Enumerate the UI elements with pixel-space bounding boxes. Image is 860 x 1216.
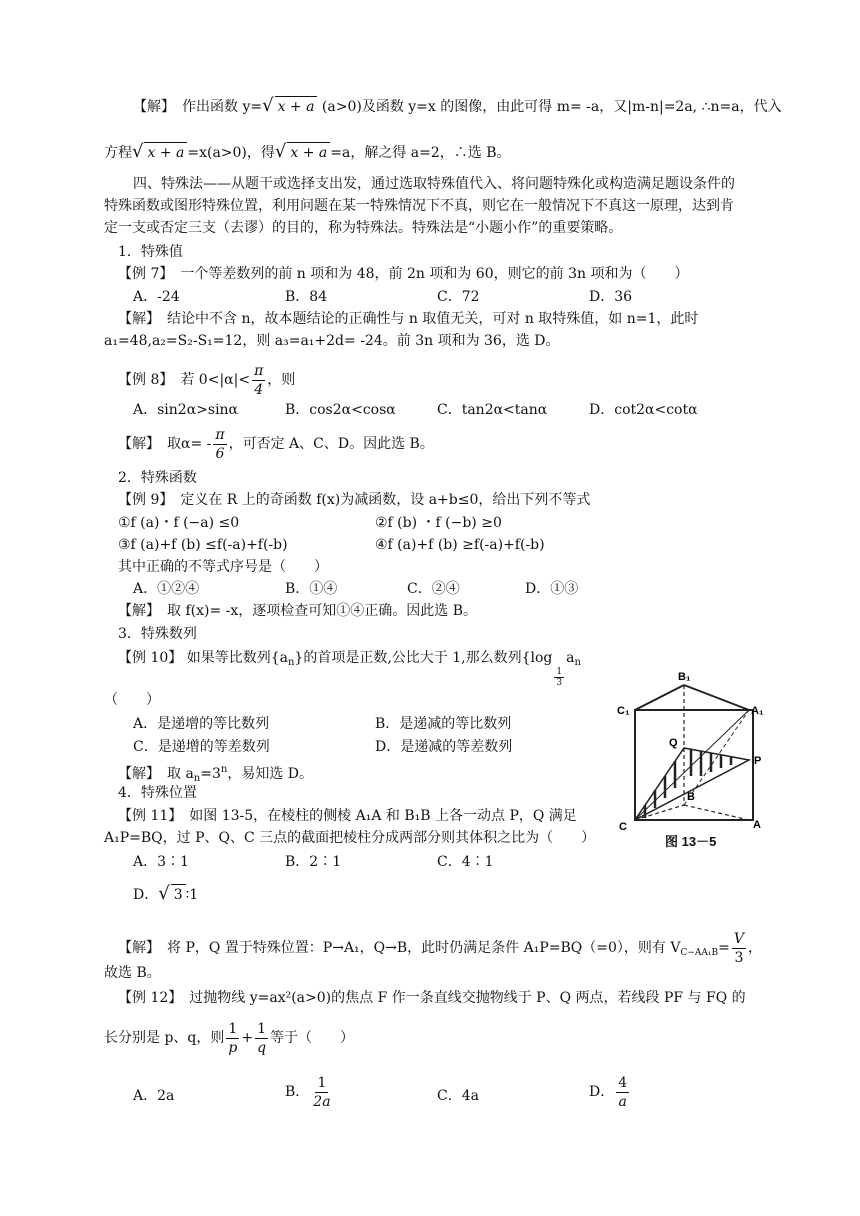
superscript: n: [220, 764, 228, 775]
solution-7-line1: 【解】 结论中不含 n，故本题结论的正确性与 n 取值无关，可对 n 取特殊值，如 n=1，此时: [118, 311, 699, 327]
solution-prev-line1: [133, 96, 782, 117]
numerator: 1: [556, 667, 563, 677]
ex7-option-a: A．-24: [133, 289, 180, 305]
ex9-option-d: D．①③: [525, 581, 579, 597]
example-12-line2: [104, 1018, 354, 1058]
denominator: p: [228, 1039, 238, 1056]
solution-7-line2: a₁=48,a₂=S₂-S₁=12，则 a₃=a₁+2d= -24。前 3n 项和为 36，选 D。: [104, 333, 560, 349]
para-special-2: 特殊函数或图形特殊位置，利用问题在某一特殊情况下不真，则它在一般情况下不真这一原理，达到肯: [104, 198, 734, 214]
numerator: V: [733, 930, 744, 947]
sqrt-sign: √: [274, 141, 287, 162]
fraction: [616, 1074, 629, 1111]
text: D．: [133, 887, 159, 903]
text: B．: [285, 1084, 310, 1100]
subsection-special-function: 2．特殊函数: [118, 470, 197, 486]
sqrt-sign: √: [132, 141, 144, 162]
example-12-line1: 【例 12】 过抛物线 y=ax²(a>0)的焦点 F 作一条直线交抛物线于 P、Q 两点，若线段 PF 与 FQ 的: [118, 990, 746, 1006]
ex12-option-a: A．2a: [133, 1088, 175, 1104]
ex8-option-d: D．cot2α<cotα: [589, 402, 698, 418]
text: ，: [747, 940, 762, 956]
sqrt-sign: √: [262, 95, 274, 116]
ex7-option-d: D．36: [589, 289, 633, 305]
example-11-line2: A₁P=BQ，过 P、Q、C 三点的截面把棱柱分成两部分则其体积之比为（ ）: [104, 830, 596, 846]
subsection-special-sequence: 3．特殊数列: [118, 626, 197, 642]
fraction: [255, 1020, 268, 1057]
ex8-option-b: B．cos2α<cosα: [285, 402, 396, 418]
example-9: 【例 9】 定义在 R 上的奇函数 f(x)为减函数，设 a+b≤0，给出下列不等式: [118, 492, 591, 508]
label-c: C: [619, 821, 627, 833]
sqrt-arg: 3: [171, 884, 186, 905]
text: =a，解之得 a=2，∴选 B。: [330, 145, 511, 161]
numerator: π: [254, 362, 264, 379]
text: a: [566, 650, 575, 666]
ex9-item-1: ①f (a)・f (−a) ≤0: [118, 515, 240, 531]
denominator: 3: [556, 678, 563, 688]
ex11-option-a: A．3∶1: [133, 854, 189, 870]
text: 方程: [104, 145, 132, 161]
fraction: [213, 426, 226, 463]
ex12-option-b: [285, 1072, 335, 1112]
subsection-special-position: 4．特殊位置: [118, 785, 197, 801]
subscript: n: [193, 773, 201, 784]
figure-caption: 图 13－5: [665, 834, 717, 849]
ex12-option-c: C．4a: [437, 1088, 479, 1104]
ex10-option-b: B．是递减的等比数列: [375, 716, 512, 732]
label-q: Q: [669, 737, 678, 749]
denominator: q: [257, 1039, 267, 1056]
sqrt-arg: x + a: [144, 142, 187, 163]
subscript: C−AA₁B: [680, 948, 719, 958]
ex11-option-d: [133, 884, 198, 905]
numerator: 1: [317, 1074, 327, 1091]
text: 【解】 作出函数 y=: [133, 99, 263, 115]
denominator: 6: [215, 445, 225, 462]
text: (a>0)及函数 y=x 的图像，由此可得 m= -a，又|m-n|=2a, ∴n=a，代入: [321, 99, 782, 115]
ex9-option-a: A．①②④: [133, 581, 200, 597]
ex9-item-2: ②f (b) ・f (−b) ≥0: [375, 515, 502, 531]
text: =3: [200, 766, 221, 782]
text: D．: [589, 1084, 615, 1100]
label-b: B: [687, 791, 695, 803]
sqrt-arg: x + a: [287, 142, 330, 163]
ex7-option-c: C．72: [437, 289, 480, 305]
text: ∶1: [185, 887, 199, 903]
subscript: n: [287, 657, 295, 668]
solution-prev-line2: [104, 142, 511, 163]
ex12-option-d: [589, 1072, 631, 1112]
numerator: 1: [228, 1020, 238, 1037]
ex7-option-b: B．84: [285, 289, 328, 305]
example-11-line1: 【例 11】 如图 13-5，在棱柱的侧棱 A₁A 和 B₁B 上各一动点 P，Q 满足: [118, 808, 577, 824]
sqrt-arg: x + a: [275, 96, 318, 117]
fraction: [252, 362, 265, 399]
label-a1: A₁: [751, 705, 764, 717]
text: =x(a>0)，得: [187, 145, 275, 161]
log-base: [554, 667, 564, 688]
prism-figure: [615, 671, 764, 838]
label-p: P: [754, 755, 762, 767]
ex11-option-b: B．2∶1: [285, 854, 342, 870]
ex9-option-c: C．②④: [407, 581, 460, 597]
text: ，可否定 A、C、D。因此选 B。: [228, 436, 434, 452]
fraction: [732, 930, 746, 967]
solution-11-line1: [118, 928, 762, 973]
denominator: 3: [734, 949, 744, 966]
label-b1: B₁: [678, 671, 691, 683]
ex10-option-d: D．是递减的等差数列: [375, 739, 513, 755]
subscript: n: [574, 657, 581, 668]
text: 【解】 取 a: [118, 766, 194, 782]
fraction: [226, 1020, 239, 1057]
numerator: π: [215, 426, 225, 443]
text: }的首项是正数,公比大于 1,那么数列{log: [294, 650, 553, 666]
text: =: [718, 940, 730, 956]
ex8-option-c: C．tan2α<tanα: [437, 402, 548, 418]
ex11-option-c: C．4∶1: [437, 854, 494, 870]
denominator: 2a: [313, 1093, 331, 1110]
text: +: [241, 1030, 254, 1046]
ex10-paren: （ ）: [104, 692, 160, 708]
sqrt-sign: √: [158, 883, 170, 904]
text: 【解】 取α= -: [118, 436, 212, 452]
text: 等于（ ）: [270, 1030, 355, 1046]
solution-8: [118, 424, 434, 464]
solution-11-line2: 故选 B。: [104, 965, 161, 981]
denominator: 4: [254, 381, 264, 398]
example-7: 【例 7】 一个等差数列的前 n 项和为 48，前 2n 项和为 60，则它的前 3n 项和为（ ）: [118, 266, 689, 282]
ex10-option-a: A．是递增的等比数列: [133, 716, 270, 732]
text: 【例 10】 如果等比数列{a: [118, 650, 288, 666]
text: ，则: [267, 372, 296, 388]
example-10: [118, 648, 581, 688]
text: ，易知选 D。: [227, 766, 314, 782]
label-c1: C₁: [617, 705, 630, 717]
subsection-special-value: 1．特殊值: [118, 244, 183, 260]
text: 【解】 将 P，Q 置于特殊位置：P→A₁，Q→B，此时仍满足条件 A₁P=BQ（=0），则有 V: [118, 940, 681, 956]
ex9-item-4: ④f (a)+f (b) ≥f(-a)+f(-b): [375, 537, 545, 553]
ex9-option-b: B．①④: [285, 581, 338, 597]
ex8-option-a: A．sin2α>sinα: [133, 402, 239, 418]
example-8: [118, 360, 295, 400]
text: 【例 8】 若 0<|α|<: [118, 372, 251, 388]
numerator: 1: [257, 1020, 267, 1037]
ex9-question: 其中正确的不等式序号是（ ）: [118, 559, 328, 575]
denominator: a: [618, 1093, 627, 1110]
label-a: A: [753, 819, 761, 831]
para-special-3: 定一支或否定三支（去谬）的目的，称为特殊法。特殊法是“小题小作”的重要策略。: [104, 220, 623, 236]
numerator: 4: [618, 1074, 628, 1091]
ex9-item-3: ③f (a)+f (b) ≤f(-a)+f(-b): [118, 537, 288, 553]
fraction: [311, 1074, 332, 1111]
text: 长分别是 p、q，则: [104, 1030, 225, 1046]
solution-9: 【解】 取 f(x)= -x，逐项检查可知①④正确。因此选 B。: [118, 603, 477, 619]
ex10-option-c: C．是递增的等差数列: [133, 739, 270, 755]
para-special-1: 四、特殊法——从题干或选择支出发，通过选取特殊值代入、将问题特殊化或构造满足题设条件的: [133, 176, 735, 192]
